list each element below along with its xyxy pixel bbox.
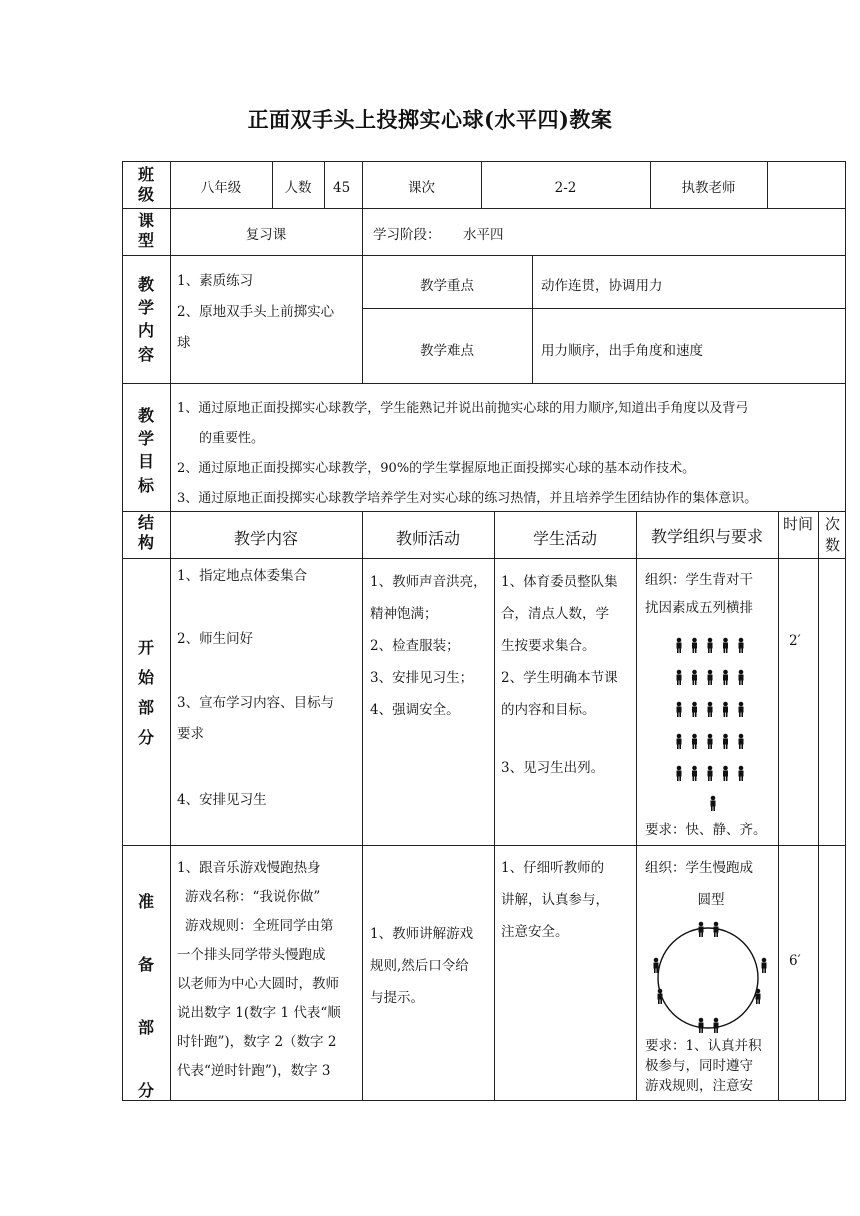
prep-teacher	[370, 918, 494, 1014]
prep-content-item: 游戏规则：全班同学由第	[185, 918, 334, 934]
column-divider	[362, 255, 363, 383]
student-figure	[756, 989, 761, 1004]
start-label: 开 始 部 分	[137, 638, 154, 747]
student-figure	[723, 638, 728, 653]
student-figure	[658, 989, 663, 1004]
student-figure	[723, 670, 728, 685]
start-content-item: 2、师生问好	[177, 631, 254, 647]
student-figure	[692, 670, 697, 685]
prep-org-req-item: 极参与，同时遵守	[645, 1058, 753, 1074]
prep-content-item: 1、跟音乐游戏慢跑热身	[177, 860, 321, 876]
lesson-label: 课次	[408, 180, 435, 196]
column-divider	[362, 208, 363, 255]
prep-content-item: 时针跑”)，数字 2（数字 2	[177, 1034, 337, 1050]
start-content-item: 3、宣布学习内容、目标与	[177, 695, 335, 711]
start-student-item: 1、体育委员整队集	[501, 574, 618, 590]
prep-content	[177, 854, 362, 1086]
table-border-top	[122, 161, 846, 162]
student-figure	[692, 766, 697, 781]
student-figure	[708, 670, 713, 685]
prep-student-item: 1、仔细听教师的	[501, 860, 605, 876]
running-circle	[658, 928, 758, 1028]
student-figure	[723, 702, 728, 717]
prep-org-req-item: 要求：1、认真并积	[645, 1038, 762, 1054]
row-divider	[122, 558, 846, 559]
start-teacher-item: 4、强调安全。	[370, 702, 460, 718]
header-org: 教学组织与要求	[650, 527, 763, 546]
class-value: 八年级	[200, 180, 242, 196]
prep-content-item: 一个排头同学带头慢跑成	[177, 947, 326, 963]
type-label: 课 型	[137, 211, 154, 250]
student-figure	[762, 958, 767, 973]
content-items	[177, 266, 359, 359]
content-label: 教 学 内 容	[137, 275, 154, 364]
count-label: 人数	[284, 180, 312, 196]
key-label: 教学重点	[420, 278, 474, 294]
header-times: 次数	[824, 515, 840, 554]
start-org	[645, 566, 777, 622]
start-teacher-item: 精神饱满；	[370, 606, 438, 622]
column-divider	[494, 511, 495, 1101]
page-title: 正面双手头上投掷实心球(水平四)教案	[247, 107, 613, 132]
stage-value: 水平四	[463, 227, 504, 243]
row-divider	[362, 308, 846, 309]
student-figure	[677, 670, 682, 685]
prep-content-item: 代表“逆时针跑”)，数字 3	[177, 1063, 331, 1079]
formation-diagram	[636, 628, 778, 813]
start-student-item: 生按要求集合。	[501, 638, 596, 654]
prep-content-item: 游戏名称：“我说你做”	[185, 889, 321, 905]
goal-item: 3、通过原地正面投掷实心球教学培养学生对实心球的练习热情，并且培养学生团结协作的集体意识。	[177, 491, 758, 506]
student-figure	[699, 1018, 704, 1033]
student-figure	[739, 670, 744, 685]
count-value: 45	[333, 180, 351, 196]
row-divider	[122, 255, 846, 256]
student-figure	[692, 638, 697, 653]
student-figure	[714, 1018, 719, 1033]
student-figure	[677, 734, 682, 749]
content-item: 2、原地双手头上前掷实心	[177, 304, 335, 320]
column-divider	[170, 161, 171, 1101]
column-divider	[778, 511, 779, 1101]
prep-time: 6′	[789, 953, 801, 969]
student-figure	[723, 766, 728, 781]
column-divider	[532, 255, 533, 383]
prep-student-item: 注意安全。	[501, 924, 569, 940]
student-figure	[708, 766, 713, 781]
student-figure	[739, 734, 744, 749]
goals-label: 教 学 目 标	[137, 406, 154, 495]
prep-content-item: 说出数字 1(数字 1 代表“顺	[177, 1005, 341, 1021]
start-student-item: 合，清点人数，学	[501, 606, 609, 622]
start-student-item: 2、学生明确本节课	[501, 670, 618, 686]
header-time: 时间	[782, 515, 813, 533]
student-figure	[677, 702, 682, 717]
student-figure	[708, 702, 713, 717]
student-figure	[677, 638, 682, 653]
header-content: 教学内容	[233, 529, 298, 548]
student-figure	[739, 766, 744, 781]
start-teacher	[370, 566, 494, 726]
column-divider	[362, 511, 363, 1101]
class-label: 班 级	[137, 165, 154, 204]
prep-org-item: 组织：学生慢跑成	[645, 860, 753, 876]
start-org-item: 组织：学生背对干	[645, 572, 753, 588]
prep-org-req-item: 游戏规则，注意安	[645, 1078, 753, 1094]
student-figure	[692, 734, 697, 749]
student-figure	[714, 922, 719, 937]
lesson-value: 2-2	[554, 180, 577, 196]
column-divider	[324, 161, 325, 208]
column-divider	[818, 511, 819, 1101]
header-student: 学生活动	[532, 529, 597, 548]
goal-item: 2、通过原地正面投掷实心球教学，90%的学生掌握原地正面投掷实心球的基本动作技术。	[177, 461, 696, 476]
prep-label: 准 备 部 分	[137, 892, 154, 1100]
start-teacher-item: 1、教师声音洪亮，	[370, 574, 487, 590]
prep-student-item: 讲解，认真参与，	[501, 892, 609, 908]
student-figure	[677, 766, 682, 781]
header-structure: 结 构	[137, 513, 154, 552]
prep-teacher-item: 与提示。	[370, 990, 424, 1006]
goal-item: 的重要性。	[199, 431, 265, 446]
table-border-right	[845, 161, 846, 1101]
start-time: 2′	[789, 633, 801, 649]
row-divider	[122, 208, 846, 209]
start-teacher-item: 2、检查服装；	[370, 638, 460, 654]
goal-item: 1、通过原地正面投掷实心球教学，学生能熟记并说出前抛实心球的用力顺序,知道出手角度以及背弓	[177, 401, 749, 416]
prep-org-item: 圆型	[697, 892, 725, 908]
row-divider	[122, 845, 846, 846]
student-figure	[692, 702, 697, 717]
formation-rows	[677, 638, 744, 811]
student-figure	[654, 958, 659, 973]
student-figure	[699, 922, 704, 937]
prep-org	[645, 852, 777, 916]
start-student-item: 的内容和目标。	[501, 702, 596, 718]
prep-student	[501, 852, 635, 948]
teacher-label: 执教老师	[681, 180, 736, 196]
student-figure	[739, 638, 744, 653]
column-divider	[767, 161, 768, 208]
start-teacher-item: 3、安排见习生；	[370, 670, 474, 686]
content-item: 球	[177, 335, 191, 351]
type-value: 复习课	[245, 227, 287, 243]
goals-list	[177, 394, 845, 514]
difficulty-value: 用力顺序，出手角度和速度	[541, 343, 703, 359]
table-border-left	[122, 161, 123, 1101]
student-figure	[739, 702, 744, 717]
start-student-item: 3、见习生出列。	[501, 760, 605, 776]
start-content-item: 1、指定地点体委集合	[177, 568, 308, 584]
stage-label: 学习阶段：	[373, 227, 441, 243]
header-teacher: 教师活动	[395, 529, 460, 548]
start-org-requirement: 要求：快、静、齐。	[645, 822, 767, 838]
start-org-item: 扰因素成五列横排	[645, 600, 753, 616]
prep-org-requirement	[645, 1036, 777, 1096]
prep-teacher-item: 规则,然后口令给	[370, 958, 469, 974]
start-student	[501, 566, 635, 784]
circle-run-diagram	[636, 918, 778, 1036]
start-content-item: 4、安排见习生	[177, 792, 267, 808]
row-divider	[122, 383, 846, 384]
prep-content-item: 以老师为中心大圆时，教师	[177, 976, 339, 992]
difficulty-label: 教学难点	[420, 343, 474, 359]
content-item: 1、素质练习	[177, 273, 254, 289]
student-figure	[708, 734, 713, 749]
table-border-bottom	[122, 1100, 846, 1101]
student-figure	[723, 734, 728, 749]
student-figure	[708, 638, 713, 653]
student-figure	[711, 796, 716, 811]
circle-people	[654, 922, 767, 1033]
prep-teacher-item: 1、教师讲解游戏	[370, 926, 474, 942]
key-value: 动作连贯，协调用力	[541, 278, 663, 294]
start-content-item: 要求	[177, 726, 204, 742]
